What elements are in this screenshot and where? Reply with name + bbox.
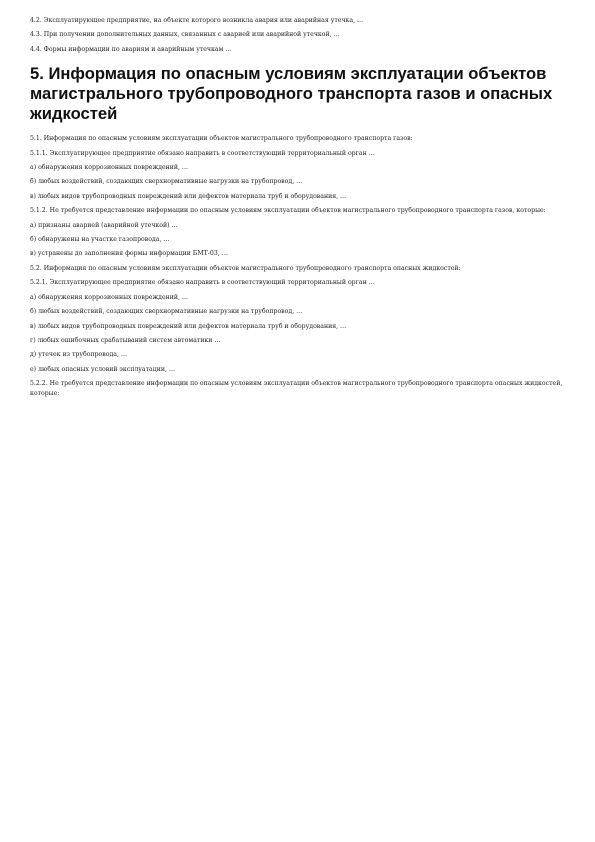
paragraph-4-4: 4.4. Формы информации по авариям и аварийным утечкам …	[30, 45, 232, 53]
paragraph-5-2-1-a: а) обнаружения коррозионных повреждений, …	[30, 293, 189, 301]
paragraph-4-3: 4.3. При получении дополнительных данных, связанных с аварией или аварийной утечкой, …	[30, 31, 340, 39]
section-5-heading: 5. Информация по опасным условиям эксплуатации объектов магистрального трубопроводного транспорта газов и опасных жидкостей	[30, 64, 553, 124]
paragraph-4-2: 4.2. Эксплуатирующее предприятие, на объекте которого возникла авария или аварийная утечка, …	[30, 17, 364, 24]
paragraph-5-1-2-b: б) обнаружены на участке газопровода, …	[30, 236, 170, 244]
paragraph-5-2-1-c: в) любых видов трубопроводных повреждений или дефектов материала труб и оборудования, …	[30, 322, 347, 330]
paragraph-5-1-2-c: в) устранены до заполнения формы информации БМТ-03, …	[30, 250, 228, 258]
paragraph-5-2-1: 5.2.1. Эксплуатирующее предприятие обязано направить в соответствующий территориальный орган …	[30, 279, 375, 287]
paragraph-5-1-2-a: а) признаны аварией (аварийной утечкой) …	[30, 221, 178, 229]
paragraph-5-1-1: 5.1.1. Эксплуатирующее предприятие обязано направить в соответствующий территориальный орган …	[30, 149, 375, 157]
paragraph-5-2-1-b: б) любых воздействий, создающих сверхнормативные нагрузки на трубопровод, …	[30, 308, 303, 316]
paragraph-5-1-1-b: б) любых воздействий, создающих сверхнормативные нагрузки на трубопровод, …	[30, 178, 303, 186]
paragraph-5-2-2: 5.2.2. Не требуется представление информации по опасным условиям эксплуатации объектов магистрального трубопроводного транспорта опасных жидкостей, которые:	[30, 380, 563, 397]
paragraph-5-1-1-a: а) обнаружения коррозионных повреждений, …	[30, 164, 189, 172]
paragraph-5-1: 5.1. Информация по опасным условиям эксплуатации объектов магистрального трубопроводного транспорта газов:	[30, 135, 413, 143]
paragraph-5-2-1-f: е) любых опасных условий эксплуатации, …	[30, 365, 176, 373]
paragraph-5-2-1-e: д) утечек из трубопровода, …	[30, 351, 128, 359]
paragraph-5-2-1-d: г) любых ошибочных срабатываний систем автоматики …	[30, 336, 221, 344]
paragraph-5-1-2: 5.1.2. Не требуется представление информации по опасным условиям эксплуатации объектов магистрального трубопроводного транспорта газов, которые:	[30, 207, 546, 215]
paragraph-5-1-1-c: в) любых видов трубопроводных повреждений или дефектов материала труб и оборудования, …	[30, 192, 347, 200]
paragraph-5-2: 5.2. Информация по опасным условиям эксплуатации объектов магистрального трубопроводного транспорта опасных жидкостей:	[30, 264, 461, 272]
